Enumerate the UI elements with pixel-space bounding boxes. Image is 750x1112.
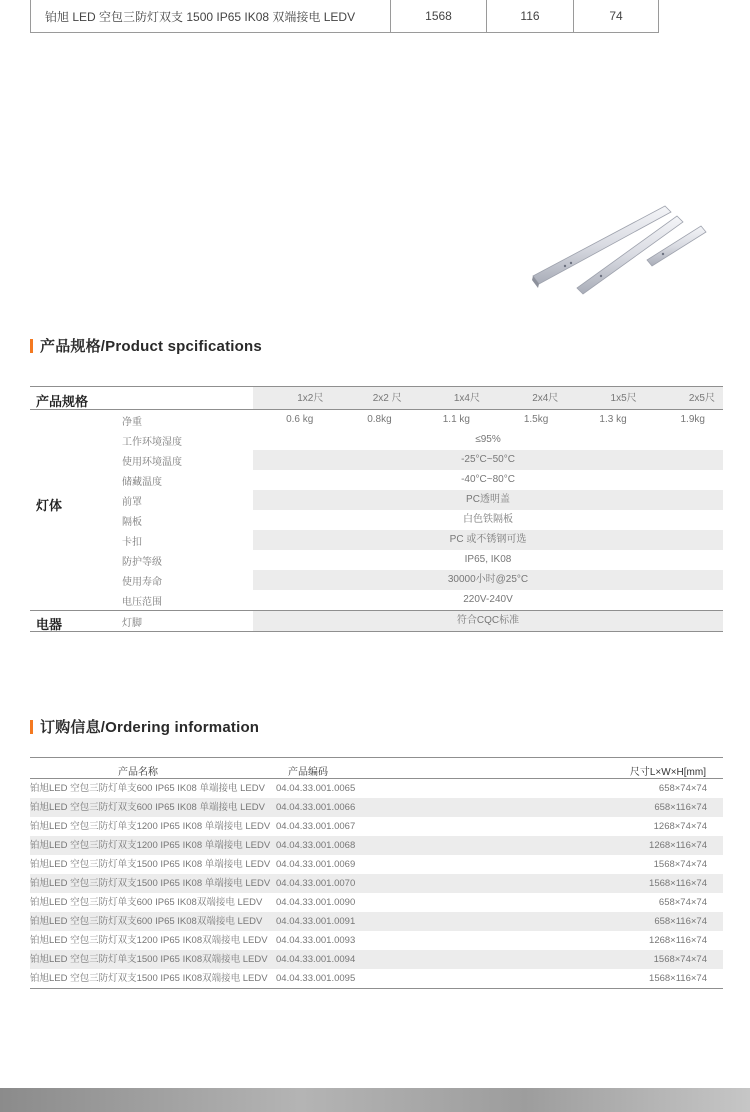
table-row — [30, 969, 723, 988]
spec-row-name: 隔板 — [122, 517, 142, 528]
accent-bar — [30, 339, 33, 353]
size-header: 2x2 尺 — [372, 393, 402, 404]
weight-value: 0.8kg — [367, 414, 392, 425]
spec-row-value: PC 或不锈钢可选 — [253, 530, 723, 550]
header-dimensions: 尺寸L×W×H[mm] — [629, 767, 706, 778]
product-code: 04.04.33.001.0065 — [276, 783, 356, 794]
spec-row — [30, 430, 723, 450]
electrical-group — [30, 611, 723, 632]
previous-table-row — [30, 0, 659, 33]
product-dimensions: 1568×116×74 — [649, 973, 707, 984]
spec-header-row — [30, 386, 723, 410]
product-code: 04.04.33.001.0068 — [276, 840, 356, 851]
product-name: 铂旭LED 空包三防灯单支1200 IP65 IK08 单端接电 LEDV — [30, 821, 271, 832]
spec-row — [30, 611, 723, 631]
spec-row — [30, 510, 723, 530]
spec-row — [30, 530, 723, 550]
spec-row-name: 防护等级 — [122, 557, 162, 568]
spec-row-name: 卡扣 — [122, 537, 142, 548]
table-row — [30, 893, 723, 912]
product-code: 04.04.33.001.0066 — [276, 802, 356, 813]
product-code: 04.04.33.001.0069 — [276, 859, 356, 870]
product-dimensions: 658×116×74 — [654, 802, 707, 813]
product-dimensions: 1568×74×74 — [653, 954, 707, 965]
table-row — [30, 798, 723, 817]
product-dimensions: 1268×116×74 — [649, 935, 707, 946]
order-title-text: 订购信息/Ordering information — [40, 719, 260, 736]
product-dimensions: 1268×74×74 — [653, 821, 707, 832]
order-section-title — [30, 716, 259, 737]
product-name: 铂旭LED 空包三防灯双支600 IP65 IK08 单端接电 LEDV — [30, 802, 265, 813]
weight-value: 0.6 kg — [286, 414, 314, 425]
table-row — [30, 779, 723, 798]
lamp-body-group — [30, 410, 723, 611]
size-header: 1x4尺 — [453, 393, 480, 404]
row-height-cell: 74 — [573, 0, 658, 32]
size-header: 1x5尺 — [610, 393, 637, 404]
spec-row-value: IP65, IK08 — [464, 554, 512, 565]
table-row — [30, 950, 723, 969]
accent-bar — [30, 720, 33, 734]
table-row — [30, 817, 723, 836]
order-rows — [30, 779, 723, 989]
spec-row-value: 220V-240V — [463, 594, 513, 605]
product-name: 铂旭LED 空包三防灯单支1500 IP65 IK08 单端接电 LEDV — [30, 859, 271, 870]
product-dimensions: 1568×116×74 — [649, 878, 707, 889]
spec-row-name: 工作环境湿度 — [122, 437, 182, 448]
product-name: 铂旭LED 空包三防灯双支1500 IP65 IK08 单端接电 LEDV — [30, 878, 271, 889]
product-dimensions: 1268×116×74 — [649, 840, 707, 851]
product-code: 04.04.33.001.0094 — [276, 954, 356, 965]
product-photo — [525, 196, 715, 296]
size-header: 2x4尺 — [532, 393, 559, 404]
bottom-photo-strip — [0, 1088, 750, 1112]
header-product-name: 产品名称 — [118, 767, 158, 778]
ordering-table — [30, 757, 723, 989]
table-row — [30, 912, 723, 931]
group-name: 灯体 — [36, 498, 63, 513]
product-code: 04.04.33.001.0093 — [276, 935, 356, 946]
product-name: 铂旭LED 空包三防灯双支1500 IP65 IK08双端接电 LEDV — [30, 973, 268, 984]
product-dimensions: 658×116×74 — [654, 916, 707, 927]
product-code: 04.04.33.001.0067 — [276, 821, 356, 832]
spec-section-title — [30, 335, 262, 356]
spec-row-name: 电压范围 — [122, 597, 162, 608]
row-width-cell: 116 — [486, 0, 573, 32]
spec-row-value: -25°C~50°C — [253, 450, 723, 470]
weight-value: 1.3 kg — [599, 414, 627, 425]
table-row — [30, 836, 723, 855]
product-name: 铂旭LED 空包三防灯双支1200 IP65 IK08双端接电 LEDV — [30, 935, 268, 946]
product-name: 铂旭LED 空包三防灯单支600 IP65 IK08双端接电 LEDV — [30, 897, 263, 908]
table-row — [30, 874, 723, 893]
spec-row-value: -40°C~80°C — [461, 474, 515, 485]
product-code: 04.04.33.001.0090 — [276, 897, 356, 908]
group-name: 电器 — [36, 617, 63, 632]
weight-value: 1.1 kg — [442, 414, 470, 425]
product-code: 04.04.33.001.0095 — [276, 973, 356, 984]
order-header-row — [30, 757, 723, 779]
spec-row — [30, 490, 723, 510]
size-header: 2x5尺 — [688, 393, 715, 404]
spec-row-value: ≤95% — [475, 434, 501, 445]
product-name: 铂旭LED 空包三防灯单支600 IP65 IK08 单端接电 LEDV — [30, 783, 265, 794]
row-length-cell: 1568 — [390, 0, 486, 32]
spec-row-name: 前罩 — [122, 497, 142, 508]
spec-row-value: 符合CQC标准 — [253, 611, 723, 631]
spec-title-text: 产品规格/Product spcifications — [40, 338, 262, 355]
header-product-code: 产品编码 — [288, 767, 328, 778]
product-name: 铂旭LED 空包三防灯双支600 IP65 IK08双端接电 LEDV — [30, 916, 263, 927]
spec-row-name: 灯脚 — [122, 618, 142, 629]
product-dimensions: 1568×74×74 — [653, 859, 707, 870]
spec-row — [30, 590, 723, 610]
product-dimensions: 658×74×74 — [658, 783, 707, 794]
product-name: 铂旭LED 空包三防灯单支1500 IP65 IK08双端接电 LEDV — [30, 954, 268, 965]
weight-value: 1.9kg — [680, 414, 705, 425]
spec-table — [30, 386, 723, 632]
spec-row-value: PC透明盖 — [253, 490, 723, 510]
spec-row-name: 使用环境温度 — [122, 457, 182, 468]
spec-row-value: 白色铁隔板 — [463, 514, 513, 525]
spec-row — [30, 550, 723, 570]
row-name-cell: 铂旭 LED 空包三防灯双支 1500 IP65 IK08 双端接电 LEDV — [45, 9, 356, 24]
size-header: 1x2尺 — [297, 393, 324, 404]
product-code: 04.04.33.001.0070 — [276, 878, 356, 889]
table-row — [30, 931, 723, 950]
product-code: 04.04.33.001.0091 — [276, 916, 356, 927]
product-dimensions: 658×74×74 — [658, 897, 707, 908]
weight-value: 1.5kg — [523, 414, 549, 425]
spec-row — [30, 450, 723, 470]
table-row — [30, 855, 723, 874]
product-name: 铂旭LED 空包三防灯双支1200 IP65 IK08 单端接电 LEDV — [30, 840, 271, 851]
spec-row-name: 使用寿命 — [122, 577, 162, 588]
spec-row-weight — [30, 410, 723, 430]
spec-row-value: 30000小时@25°C — [253, 570, 723, 590]
size-columns — [253, 387, 723, 409]
spec-row — [30, 470, 723, 490]
spec-row-name: 净重 — [122, 417, 142, 428]
spec-row — [30, 570, 723, 590]
spec-row-name: 储藏温度 — [122, 477, 162, 488]
spec-header-label: 产品规格 — [36, 394, 89, 409]
